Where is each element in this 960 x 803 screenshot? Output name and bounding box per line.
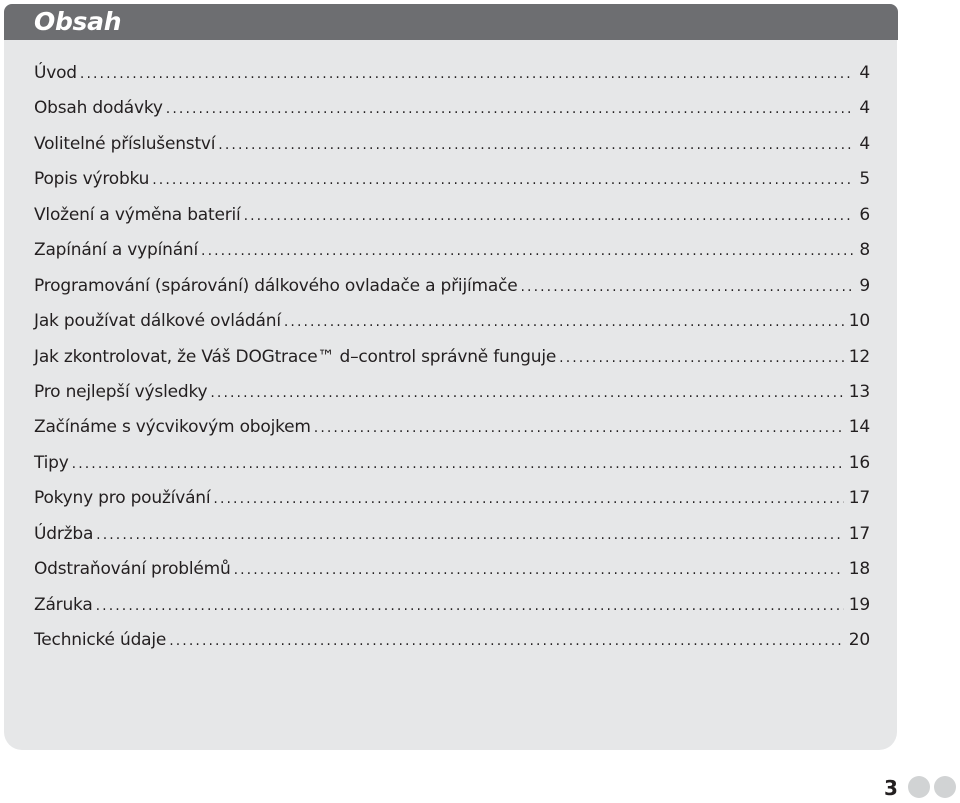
toc-leader-dots: [314, 412, 844, 445]
header-bar: [4, 4, 898, 40]
toc-entry-title: Volitelné příslušenství: [34, 133, 216, 154]
toc-entry-page: 17: [848, 488, 870, 509]
toc-entry-page: 4: [859, 98, 870, 119]
toc-entry-page: 18: [848, 559, 870, 580]
toc-entry[interactable]: [34, 518, 870, 553]
decorative-circle: [908, 776, 930, 798]
toc-leader-dots: [201, 235, 854, 268]
toc-leader-dots: [80, 58, 854, 91]
toc-entry-page: 4: [859, 133, 870, 154]
page-title: Obsah: [34, 7, 122, 36]
toc-leader-dots: [213, 483, 843, 516]
toc-entry[interactable]: [34, 589, 870, 624]
toc-entry-title: Programování (spárování) dálkového ovladače a přijímače: [34, 275, 518, 296]
toc-entry-title: Technické údaje: [34, 630, 167, 650]
toc-entry-page: 19: [848, 594, 870, 615]
toc-leader-dots: [72, 448, 844, 481]
toc-entry-title: Obsah dodávky: [34, 98, 163, 119]
toc-entry-page: 8: [859, 240, 870, 261]
toc-entry-title: Pokyny pro používání: [34, 488, 211, 509]
toc-entry-title: Tipy: [34, 452, 69, 473]
toc-entry[interactable]: [34, 624, 870, 659]
toc-entry-title: Zapínání a vypínání: [34, 240, 199, 261]
toc-leader-dots: [520, 271, 854, 304]
toc-entry-page: 17: [848, 523, 870, 544]
table-of-contents: [34, 57, 870, 659]
toc-entry[interactable]: [34, 341, 870, 376]
toc-entry-title: Jak používat dálkové ovládání: [34, 311, 281, 332]
toc-entry-page: 14: [848, 417, 870, 438]
toc-entry-page: 10: [848, 311, 870, 332]
toc-entry[interactable]: [34, 482, 870, 517]
toc-entry-page: 20: [848, 630, 870, 650]
toc-entry[interactable]: [34, 447, 870, 482]
toc-entry[interactable]: [34, 128, 870, 163]
toc-leader-dots: [152, 164, 854, 197]
toc-entry-page: 4: [859, 63, 870, 83]
decorative-circle: [934, 776, 956, 798]
toc-entry-title: Popis výrobku: [34, 169, 150, 190]
toc-entry-title: Údržba: [34, 523, 94, 544]
toc-entry[interactable]: [34, 305, 870, 340]
toc-entry[interactable]: [34, 411, 870, 446]
toc-entry[interactable]: [34, 234, 870, 269]
toc-entry[interactable]: [34, 163, 870, 198]
toc-entry-page: 13: [848, 381, 870, 402]
toc-entry-title: Vložení a výměna baterií: [34, 204, 241, 225]
toc-leader-dots: [234, 554, 844, 587]
toc-leader-dots: [96, 590, 844, 623]
toc-entry-title: Pro nejlepší výsledky: [34, 381, 208, 402]
toc-entry-page: 16: [848, 452, 870, 473]
toc-leader-dots: [559, 342, 844, 375]
toc-entry-title: Záruka: [34, 594, 93, 615]
toc-entry-title: Jak zkontrolovat, že Váš DOGtrace™ d–control správně funguje: [34, 346, 557, 367]
toc-entry[interactable]: [34, 270, 870, 305]
toc-leader-dots: [166, 93, 855, 126]
toc-leader-dots: [244, 200, 855, 233]
toc-entry-title: Odstraňování problémů: [34, 559, 231, 580]
page-number: 3: [884, 776, 898, 800]
toc-leader-dots: [284, 306, 844, 339]
toc-leader-dots: [96, 519, 844, 552]
toc-entry[interactable]: [34, 92, 870, 127]
toc-entry-page: 6: [859, 204, 870, 225]
toc-entry[interactable]: [34, 376, 870, 411]
toc-entry[interactable]: [34, 553, 870, 588]
toc-entry[interactable]: [34, 57, 870, 92]
toc-entry-page: 5: [859, 169, 870, 190]
toc-entry-page: 12: [848, 346, 870, 367]
toc-entry-page: 9: [859, 275, 870, 296]
toc-leader-dots: [210, 377, 843, 410]
toc-entry[interactable]: [34, 199, 870, 234]
toc-leader-dots: [218, 129, 854, 162]
toc-entry-title: Začínáme s výcvikovým obojkem: [34, 417, 311, 438]
toc-entry-title: Úvod: [34, 63, 77, 83]
toc-leader-dots: [169, 625, 844, 658]
